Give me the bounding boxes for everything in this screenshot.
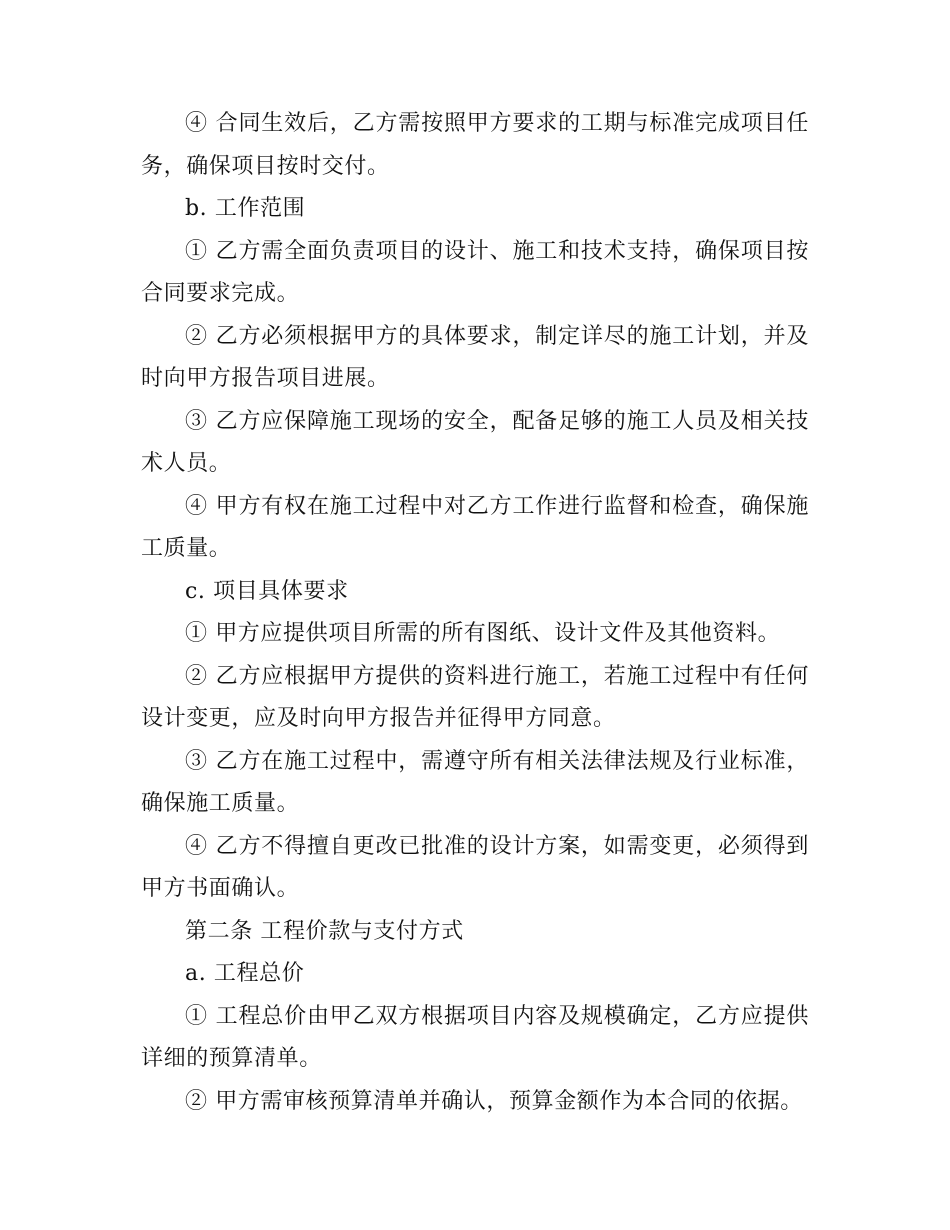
paragraph-scope-4: ④ 甲方有权在施工过程中对乙方工作进行监督和检查，确保施工质量。 <box>141 493 809 561</box>
document-body <box>141 103 809 1123</box>
section-heading-total-price: a. 工程总价 <box>185 961 305 986</box>
paragraph-acceptance-4: ④ 合同生效后，乙方需按照甲方要求的工期与标准完成项目任务，确保项目按时交付。 <box>141 111 809 179</box>
paragraph-requirements-2: ② 乙方应根据甲方提供的资料进行施工，若施工过程中有任何设计变更，应及时向甲方报告并征得甲方同意。 <box>141 663 809 731</box>
paragraph-requirements-4: ④ 乙方不得擅自更改已批准的设计方案，如需变更，必须得到甲方书面确认。 <box>141 833 809 901</box>
section-heading-work-scope: b. 工作范围 <box>185 196 306 221</box>
article-heading-price-payment: 第二条 工程价款与支付方式 <box>185 918 464 944</box>
paragraph-scope-3: ③ 乙方应保障施工现场的安全，配备足够的施工人员及相关技术人员。 <box>141 408 809 476</box>
paragraph-requirements-3: ③ 乙方在施工过程中，需遵守所有相关法律法规及行业标准，确保施工质量。 <box>141 748 809 816</box>
paragraph-scope-1: ① 乙方需全面负责项目的设计、施工和技术支持，确保项目按合同要求完成。 <box>141 238 809 306</box>
paragraph-requirements-1: ① 甲方应提供项目所需的所有图纸、设计文件及其他资料。 <box>185 621 781 646</box>
paragraph-total-price-1: ① 工程总价由甲乙双方根据项目内容及规模确定，乙方应提供详细的预算清单。 <box>141 1003 809 1071</box>
paragraph-scope-2: ② 乙方必须根据甲方的具体要求，制定详尽的施工计划，并及时向甲方报告项目进展。 <box>141 323 809 391</box>
paragraph-total-price-2: ② 甲方需审核预算清单并确认，预算金额作为本合同的依据。 <box>185 1088 803 1114</box>
section-heading-requirements: c. 项目具体要求 <box>185 578 349 604</box>
